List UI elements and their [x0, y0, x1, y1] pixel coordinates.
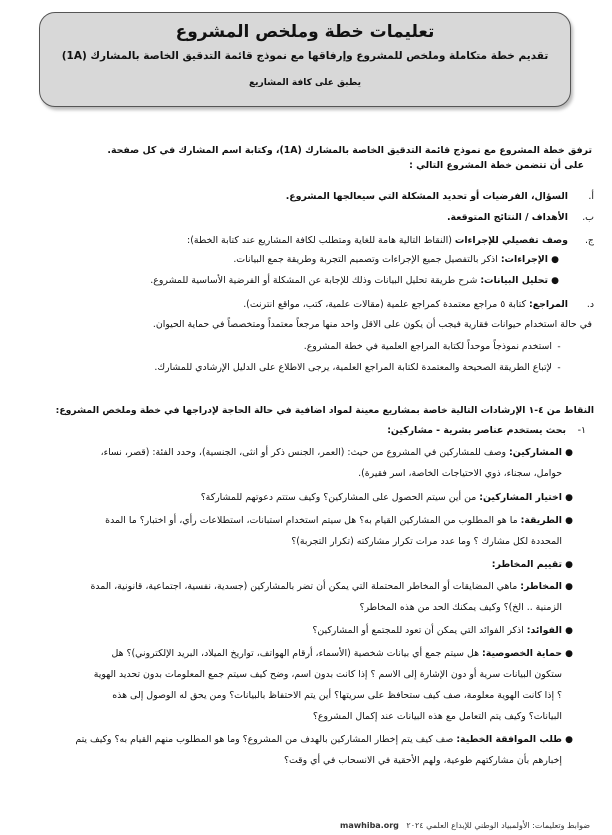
- item-marker: أ.: [588, 191, 594, 202]
- item-marker: د.: [586, 299, 594, 310]
- item-label: تحليل البيانات:: [480, 275, 548, 286]
- item-marker: ج.: [584, 235, 594, 246]
- list-item-a: [286, 190, 594, 203]
- bullet-icon: ●: [565, 735, 573, 745]
- footer-org-text: ضوابط وتعليمات: الأولمبياد الوطني للإبداع العلمي ٢٠٢٤: [406, 821, 590, 830]
- item-label: الإجراءات:: [500, 254, 548, 265]
- item-text: لإتباع الطريقة الصحيحة والمعتمدة لكتابة المراجع العلمية، يرجى الاطلاع على الدليل الإرشادي للمشارك.: [154, 362, 552, 373]
- item-label: المشاركين:: [509, 447, 562, 458]
- bullet-icon: ●: [565, 516, 573, 526]
- item-text: ماهي المضايقات أو المخاطر المحتملة التي يمكن أن تضر بالمشاركين (جسدية، نفسية، اجتماعية، قانونية، المدة: [90, 581, 521, 592]
- list-item-d-dash-1: [304, 340, 566, 354]
- bullet-icon: ●: [551, 255, 559, 265]
- dash-icon: -: [557, 363, 561, 373]
- bullet-icon: ●: [565, 493, 573, 503]
- paragraph-consent-cont: إخبارهم بأن مشاركتهم طوعية، ولهم الأحقية في الانسحاب في أي وقت؟: [283, 755, 562, 766]
- item-text: استخدم نموذجاً موحداً لكتابة المراجع العلمية في خطة المشروع.: [303, 341, 552, 352]
- item-label: طلب الموافقة الخطية:: [456, 734, 562, 745]
- intro-line-1: ترفق خطة المشروع مع نموذج قائمة التدقيق الخاصة بالمشارك (1A)، وكتابة اسم المشارك في كل صفحة.: [107, 145, 592, 156]
- item-label: وصف تفصيلي للإجراءات: [454, 235, 568, 246]
- item-text: السؤال، الفرضيات أو تحديد المشكلة التي سيعالجها المشروع.: [285, 191, 568, 202]
- list-item-c: [187, 234, 594, 247]
- list-item-d-note: في حالة استخدام حيوانات فقارية فيجب أن يكون على الاقل واحد منها مرجعاً معتمداً ومتخصصاً في حماية الحيوان.: [152, 319, 592, 330]
- item-text: شرح طريقة تحليل البيانات وذلك للإجابة عن المشكلة أو الفرضية الأساسية للمشروع.: [150, 275, 481, 286]
- intro-line-2: على أن تتضمن خطة المشروع التالي :: [409, 160, 584, 171]
- item-label: المراجع:: [529, 299, 568, 310]
- section-2-heading: النقاط من ٤-١ الإرشادات التالية خاصة بمشاريع معينة لمواد اضافية في حالة الحاجة لإدراجها في خطة وملخص المشروع:: [55, 405, 594, 416]
- list-item-c1: [233, 253, 562, 267]
- bullet-icon: ●: [565, 582, 573, 592]
- paragraph-privacy-cont-2: ؟ إذا كانت الهوية معلومة، صف كيف ستحافظ على سريتها؟ أين يتم الاحتفاظ بالبيانات؟ ومن يحق له الوصول إلى هذه: [112, 690, 562, 701]
- item-text: اذكر الفوائد التي يمكن أن تعود للمجتمع أو المشاركين؟: [312, 625, 527, 636]
- item-label: الطريقة:: [520, 515, 562, 526]
- item-text: كتابة ٥ مراجع معتمدة كمراجع علمية (مقالات علمية، كتب، مواقع انترنت).: [243, 299, 530, 310]
- bullet-icon: ●: [565, 560, 573, 570]
- paragraph-benefits: [312, 624, 576, 638]
- subsection-marker: ١-: [577, 425, 586, 436]
- item-label: الفوائد:: [526, 625, 562, 636]
- item-label: اختيار المشاركين:: [479, 492, 562, 503]
- item-text: الأهداف / النتائج المتوقعة.: [446, 212, 568, 223]
- bullet-icon: ●: [551, 276, 559, 286]
- paragraph-privacy-cont-3: البيانات؟ وكيف يتم التعامل مع هذه البيانات عند إكمال المشروع؟: [312, 711, 562, 722]
- paragraph-selection: [201, 491, 576, 505]
- bullet-icon: ●: [565, 626, 573, 636]
- paragraph-privacy-cont-1: ستكون البيانات سرية أو دون الإشارة إلى الاسم ؟ إذا كانت بدون اسم، وضح كيف سيتم جمع المعلومات بدون تحديد الهوية: [93, 669, 562, 680]
- item-label: المخاطر:: [520, 581, 562, 592]
- list-item-d-dash-2: [154, 361, 566, 375]
- subsection-1-heading: [387, 424, 586, 437]
- item-text: (النقاط التالية هامة للغاية ومتطلب لكافة المشاريع عند كتابة الخطة):: [187, 235, 455, 246]
- paragraph-method: [105, 514, 576, 528]
- footer-website-link[interactable]: mawhiba.org: [340, 821, 399, 830]
- item-marker: ب.: [582, 212, 594, 223]
- dash-icon: -: [557, 342, 561, 352]
- subsection-title: بحث يستخدم عناصر بشرية - مشاركين:: [387, 425, 566, 436]
- item-text: صف كيف يتم إخطار المشاركين بالهدف من المشروع؟ وما هو المطلوب منهم القيام به؟ وكيف يتم: [75, 734, 457, 745]
- item-text: ما هو المطلوب من المشاركين القيام به؟ هل سيتم استخدام استبانات، استطلاعات رأي، أو اختبار؟ ما المدة: [105, 515, 521, 526]
- page-title: تعليمات خطة وملخص المشروع: [175, 22, 435, 42]
- list-item-c2: [150, 274, 562, 288]
- item-text: هل سيتم جمع أي بيانات شخصية (الأسماء، أرقام الهواتف، تواريخ الميلاد، البريد الإلكتروني)؟ هل: [111, 648, 483, 659]
- list-item-d: [243, 298, 594, 311]
- paragraph-risk-assessment: [492, 558, 576, 572]
- paragraph-risks: [90, 580, 576, 594]
- bullet-icon: ●: [565, 649, 573, 659]
- applies-note: يطبق على كافة المشاريع: [249, 78, 361, 88]
- item-text: اذكر بالتفصيل جميع الإجراءات وتصميم التجربة وطريقة جمع البيانات.: [233, 254, 501, 265]
- bullet-icon: ●: [565, 448, 573, 458]
- paragraph-participants-cont: حوامل، سجناء، ذوي الاحتياجات الخاصة، اسر فقيرة).: [358, 468, 562, 479]
- paragraph-participants: [101, 446, 576, 460]
- item-label: حماية الخصوصية:: [482, 648, 562, 659]
- paragraph-method-cont: المحددة لكل مشارك ؟ وما عدد مرات تكرار مشاركته (تكرار التجربة)؟: [291, 536, 562, 547]
- paragraph-consent: [75, 733, 576, 747]
- paragraph-privacy: [112, 647, 577, 661]
- item-text: وصف للمشاركين في المشروع من حيث: (العمر، الجنس ذكر أو انثى، الجنسية)، وحدد الفئة: (قصر، نساء،: [100, 447, 510, 458]
- title-box: [39, 12, 571, 107]
- item-label: تقييم المخاطر:: [491, 559, 562, 570]
- paragraph-risks-cont: الزمنية .. الخ)؟ وكيف يمكنك الحد من هذه المخاطر؟: [359, 602, 562, 613]
- item-text: من أين سيتم الحصول على المشاركين؟ وكيف ستتم دعوتهم للمشاركة؟: [200, 492, 480, 503]
- list-item-b: [447, 211, 594, 224]
- page-subtitle: تقديم خطة متكاملة وملخص للمشروع وإرفاقها مع نموذج قائمة التدقيق الخاصة بالمشارك (1A): [61, 50, 549, 62]
